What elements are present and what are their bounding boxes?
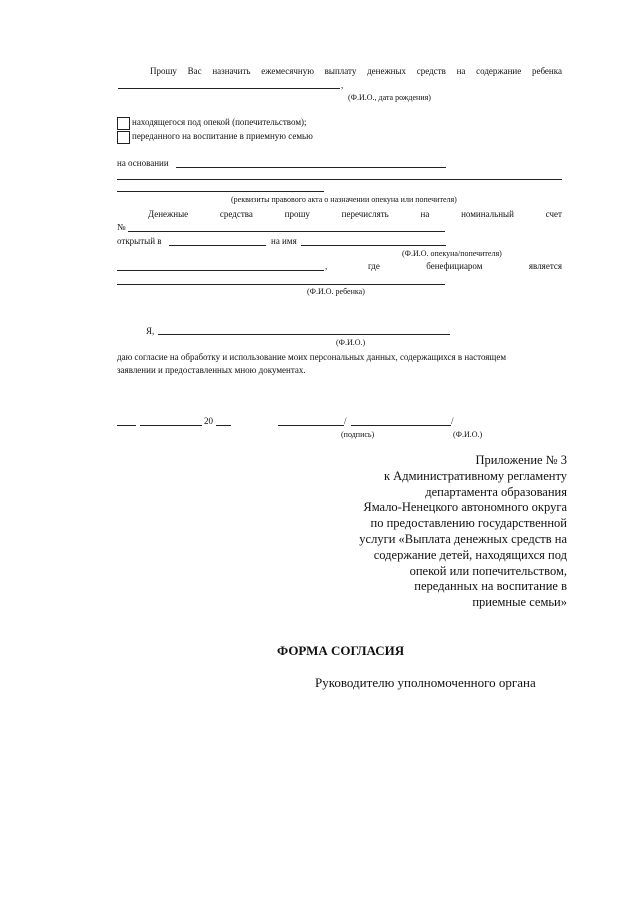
comma: , (325, 261, 328, 271)
appendix-line: переданных на воспитание в (414, 579, 567, 594)
signature-field[interactable] (278, 425, 344, 426)
date-month-field[interactable] (140, 425, 202, 426)
appendix-line: Ямало-Ненецкого автономного округа (363, 500, 567, 515)
transfer-word: номинальный (461, 209, 514, 219)
guardian-fio-caption: (Ф.И.О. опекуна/попечителя) (402, 249, 502, 258)
request-line (150, 66, 562, 77)
request-word: назначить (212, 66, 251, 76)
beneficiary-word: где (368, 261, 380, 271)
account-number-field[interactable] (128, 231, 445, 232)
appendix-line: приемные семьи» (472, 595, 567, 610)
child-name-caption: (Ф.И.О. ребенка) (307, 287, 365, 296)
beneficiary-word: бенефициаром (426, 261, 483, 271)
request-word: на (456, 66, 466, 76)
number-sign: № (117, 222, 126, 232)
appendix-line: по предоставлению государственной (370, 516, 567, 531)
appendix-line: содержание детей, находящихся под (373, 547, 567, 562)
request-word: Вас (187, 66, 202, 76)
request-word: ребенка (531, 66, 562, 76)
slash: / (451, 416, 454, 426)
guardianship-option-label: находящегося под опекой (попечительством); (132, 117, 307, 127)
appendix-heading (359, 453, 567, 611)
foster-option-label: переданного на воспитание в приемную семью (132, 131, 313, 141)
request-word: содержание (476, 66, 522, 76)
child-fio-caption: (Ф.И.О., дата рождения) (348, 93, 431, 102)
appendix-line: департамента образования (425, 484, 567, 499)
appendix-line: опекой или попечительством, (409, 563, 567, 578)
request-word: денежных (367, 66, 407, 76)
opened-in-label: открытый в (117, 236, 162, 246)
appendix-line: Приложение № 3 (475, 453, 567, 467)
date-day-field[interactable] (117, 425, 136, 426)
basis-field-line-2[interactable] (117, 179, 562, 180)
beneficiary-line (368, 261, 562, 272)
basis-field-line-3[interactable] (117, 191, 324, 192)
request-word: Прошу (150, 66, 177, 76)
i-label: Я, (146, 326, 155, 336)
transfer-word: перечислять (341, 209, 389, 219)
bank-field[interactable] (169, 245, 266, 246)
beneficiary-word: является (528, 261, 562, 271)
year-prefix: 20 (204, 416, 213, 426)
signature-fio-field[interactable] (351, 425, 451, 426)
transfer-word: прошу (284, 209, 310, 219)
date-year-field[interactable] (216, 425, 231, 426)
consent-fio-caption: (Ф.И.О.) (336, 338, 366, 347)
form-title: ФОРМА СОГЛАСИЯ (277, 643, 405, 658)
transfer-word: на (420, 209, 430, 219)
basis-field[interactable] (176, 167, 446, 168)
account-holder-field[interactable] (301, 245, 446, 246)
comma: , (341, 80, 344, 90)
consent-text-line: даю согласие на обработку и использование моих персональных данных, содержащихся в настоящем (117, 352, 507, 362)
child-fio-field[interactable] (118, 88, 340, 89)
appendix-line: услуги «Выплата денежных средств на (359, 531, 567, 546)
request-word: выплату (324, 66, 357, 76)
beneficiary-field[interactable] (117, 284, 445, 285)
basis-label: на основании (117, 158, 169, 168)
transfer-line (148, 209, 562, 220)
request-word: ежемесячную (261, 66, 314, 76)
guardian-fio-field[interactable] (117, 270, 324, 271)
signature-caption: (подпись) (341, 430, 375, 439)
addressee: Руководителю уполномоченного органа (315, 675, 536, 690)
consent-text-line: заявлении и предоставленных мною документах. (117, 365, 306, 375)
transfer-word: средства (219, 209, 253, 219)
transfer-word: Денежные (148, 209, 189, 219)
request-word: средств (416, 66, 446, 76)
consent-fio-field[interactable] (158, 334, 450, 335)
foster-checkbox[interactable] (117, 131, 130, 144)
legal-act-caption: (реквизиты правового акта о назначении опекуна или попечителя) (231, 195, 457, 204)
transfer-word: счет (545, 209, 562, 219)
in-name-label: на имя (271, 236, 297, 246)
slash: / (344, 416, 347, 426)
appendix-line: к Административному регламенту (383, 468, 567, 483)
signature-fio-caption: (Ф.И.О.) (453, 430, 483, 439)
guardianship-checkbox[interactable] (117, 117, 130, 130)
